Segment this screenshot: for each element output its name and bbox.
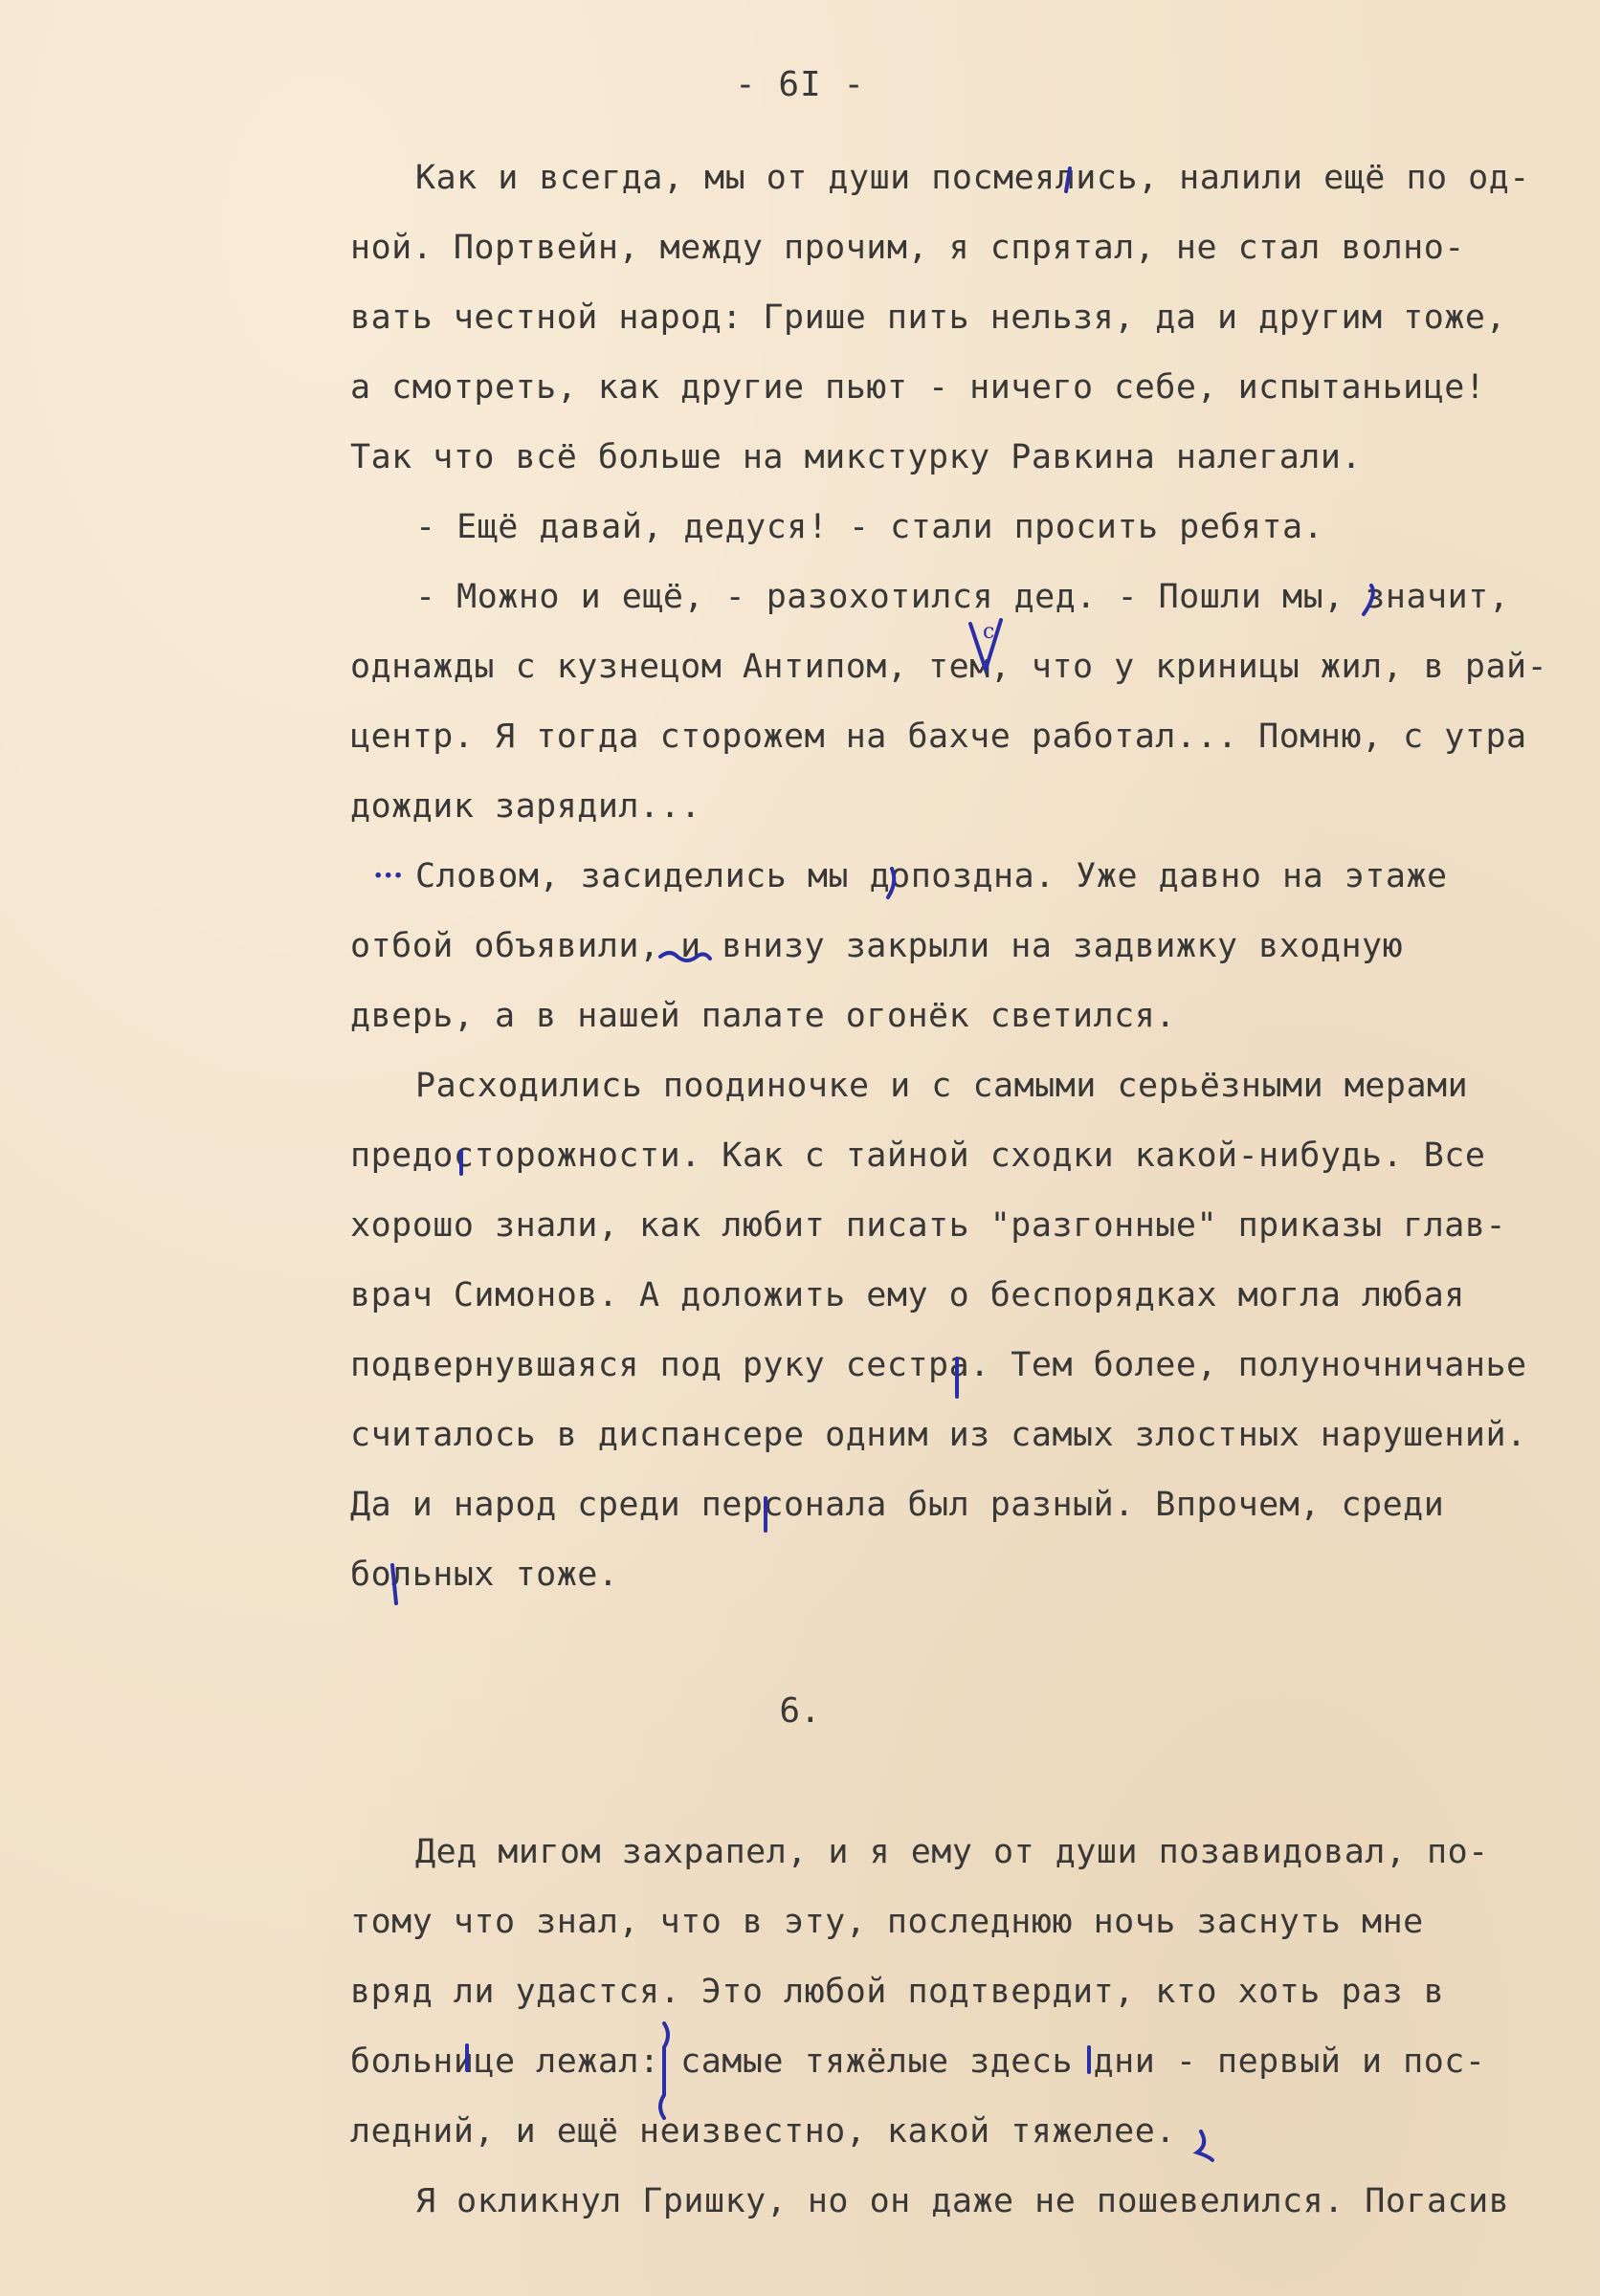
text-line: больнице лежал: самые тяжёлые здесь дни - первый и пос- — [350, 2042, 1486, 2081]
text-line: а смотреть, как другие пьют - ничего себе, испытаньице! — [350, 368, 1486, 407]
text-line: дверь, а в нашей палате огонёк светился. — [350, 997, 1176, 1035]
text-line: Дед мигом захрапел, и я ему от души позавидовал, по- — [415, 1833, 1489, 1871]
text-line: вряд ли удастся. Это любой подтвердит, кто хоть раз в — [350, 1973, 1445, 2011]
text-line: - Можно и ещё, - разохотился дед. - Пошли мы, значит, — [415, 578, 1510, 616]
text-line: предосторожности. Как с тайной сходки какой-нибудь. Все — [350, 1137, 1486, 1175]
text-line: отбой объявили, и внизу закрыли на задвижку входную — [350, 927, 1404, 965]
page-number: - 6I - — [734, 65, 866, 104]
text-line: считалось в диспансере одним из самых злостных нарушений. — [350, 1416, 1527, 1454]
text-line: ледний, и ещё неизвестно, какой тяжелее. — [350, 2112, 1176, 2151]
text-line: тому что знал, что в эту, последнюю ночь заснуть мне — [350, 1903, 1424, 1941]
handwritten-ellipsis-mark: ... — [373, 851, 404, 885]
text-line: Как и всегда, мы от души посмеялись, налили ещё по од- — [415, 159, 1530, 197]
text-line: больных тоже. — [350, 1556, 619, 1594]
text-line: Так что всё больше на микстурку Равкина налегали. — [350, 438, 1363, 476]
text-block-2 — [350, 1818, 1585, 2237]
text-line: Словом, засиделись мы допоздна. Уже давно на этаже — [415, 857, 1448, 895]
text-line: врач Симонов. А доложить ему о беспорядках могла любая — [350, 1276, 1465, 1314]
text-line: Расходились поодиночке и с самыми серьёзными мерами — [415, 1067, 1469, 1105]
text-line: хорошо знали, как любит писать "разгонные" приказы глав- — [350, 1206, 1507, 1245]
text-line: Да и народ среди персонала был разный. Впрочем, среди — [350, 1486, 1445, 1524]
text-line: ной. Портвейн, между прочим, я спрятал, не стал волно- — [350, 229, 1465, 267]
text-line: вать честной народ: Грише пить нельзя, да и другим тоже, — [350, 298, 1507, 337]
text-line: центр. Я тогда сторожем на бахче работал... Помню, с утра — [350, 718, 1527, 756]
section-number: 6. — [779, 1691, 821, 1731]
handwritten-insert-mark: с — [983, 620, 995, 644]
text-line: дождик зарядил... — [350, 787, 701, 826]
text-block-1 — [350, 144, 1585, 1610]
text-line: - Ещё давай, дедуся! - стали просить ребята. — [415, 508, 1324, 546]
text-line: Я окликнул Гришку, но он даже не пошевелился. Погасив — [415, 2182, 1510, 2220]
text-line: однажды с кузнецом Антипом, тем, что у криницы жил, в рай- — [350, 648, 1548, 686]
text-line: подвернувшаяся под руку сестра. Тем более, полуночничанье — [350, 1346, 1527, 1384]
